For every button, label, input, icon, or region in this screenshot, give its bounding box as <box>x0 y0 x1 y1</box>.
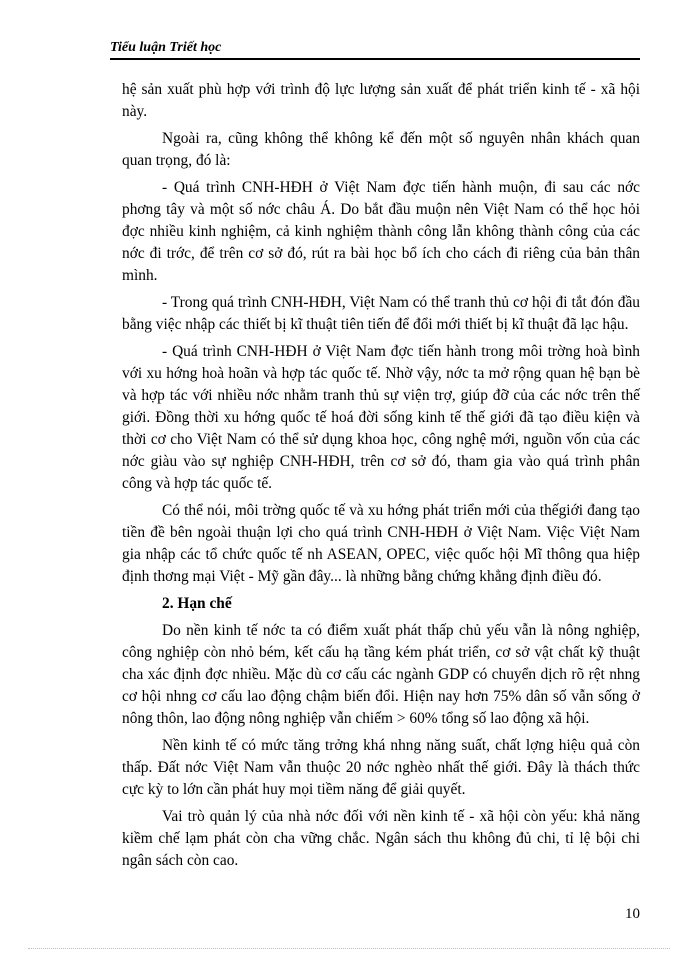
paragraph: Ngoài ra, cũng không thể không kể đến một số nguyên nhân khách quan quan trọng, đó là: <box>122 130 640 169</box>
paragraph: Có thể nói, môi trờng quốc tế và xu hớng phát triển mới của thếgiới đang tạo tiền đề bên ngoài thuận lợi cho quá trình CNH-HĐH ở Việt Nam. Việc Việt Nam gia nhập các tổ chức quốc tế nh ASEAN, OPEC, việc quốc hội Mĩ thông qua hiệp định thơng mại Việt - Mỹ gần đây... là những bằng chứng khẳng định điều đó. <box>122 502 640 585</box>
section-heading: 2. Hạn chế <box>162 595 232 612</box>
paragraph: - Quá trình CNH-HĐH ở Việt Nam đợc tiến hành muộn, đi sau các nớc phơng tây và một số nớc châu Á. Do bắt đầu muộn nên Việt Nam có thể học hỏi đợc nhiều kinh nghiệm, cả kinh nghiệm thành công lẫn không thành công của các nớc đi trớc, để trên cơ sở đó, rút ra bài học bổ ích cho cách đi riêng của bản thân mình. <box>122 179 640 284</box>
paragraph: hệ sản xuất phù hợp với trình độ lực lượng sản xuất để phát triển kinh tế - xã hội này. <box>122 81 640 120</box>
page-number: 10 <box>625 906 640 922</box>
body-text <box>122 79 640 877</box>
paragraph: - Quá trình CNH-HĐH ở Việt Nam đợc tiến hành trong môi trờng hoà bình với xu hớng hoà hoãn và hợp tác quốc tế. Nhờ vậy, nớc ta mở rộng quan hệ bạn bè và hợp tác với nhiều nớc nhằm tranh thủ sự viện trợ, giúp đỡ của các nớc trên thế giới. Đồng thời xu hớng quốc tế hoá đời sống kinh tế thế giới đã tạo điều kiện và thời cơ cho Việt Nam có thể sử dụng khoa học, công nghệ mới, nguồn vốn của các nớc giàu vào sự nghiệp CNH-HĐH, trên cơ sở đó, tham gia vào quá trình phân công và hợp tác quốc tế. <box>122 343 640 492</box>
paragraph: - Trong quá trình CNH-HĐH, Việt Nam có thể tranh thủ cơ hội đi tắt đón đầu bằng việc nhập các thiết bị kĩ thuật tiên tiến để đổi mới thiết bị kĩ thuật đã lạc hậu. <box>122 294 640 333</box>
paragraph: Do nền kinh tế nớc ta có điểm xuất phát thấp chủ yếu vẫn là nông nghiệp, công nghiệp còn nhỏ bém, kết cấu hạ tầng kém phát triển, cơ sở vật chất kỹ thuật cha xác định đợc nhiều. Mặc dù cơ cấu các ngành GDP có chuyển dịch rõ rệt nhng cơ hội nhng cơ cấu lao động chậm biến đổi. Hiện nay hơn 75% dân số vẫn sống ở nông thôn, lao động nông nghiệp vẫn chiếm > 60% tổng số lao động xã hội. <box>122 622 640 727</box>
header-rule <box>110 58 640 60</box>
running-header: Tiểu luận Triết học <box>110 40 222 55</box>
paragraph: Nền kinh tế có mức tăng trởng khá nhng năng suất, chất lợng hiệu quả còn thấp. Đất nớc Việt Nam vẫn thuộc 20 nớc nghèo nhất thế giới. Đây là thách thức cực kỳ to lớn cần phát huy mọi tiềm năng để giải quyết. <box>122 737 640 798</box>
paragraph: Vai trò quản lý của nhà nớc đối với nền kinh tế - xã hội còn yếu: khả năng kiềm chế lạm phát còn cha vững chắc. Ngân sách thu không đủ chi, tỉ lệ bội chi ngân sách còn cao. <box>122 808 640 869</box>
footer-rule <box>28 948 670 949</box>
